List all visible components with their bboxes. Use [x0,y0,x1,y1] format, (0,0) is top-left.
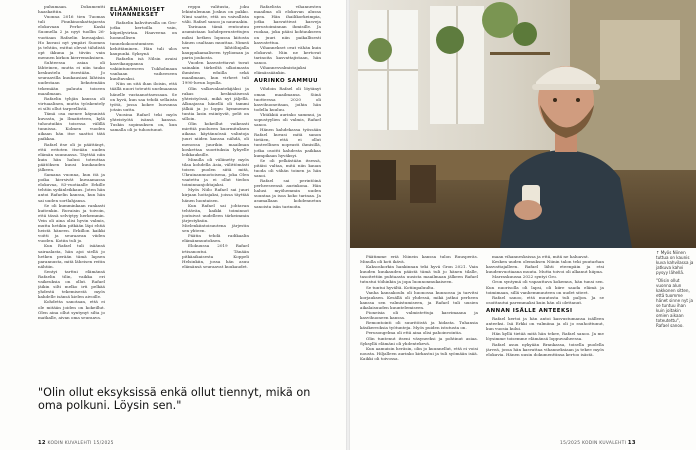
body-paragraph: Rafael kertoi ja hän antoi kasvustumansa isälleen anteeksi. Isä Erkki on valmiina ja oli jo rauhoittunut, kun vuosia kului. [486,316,604,332]
right-column-1 [360,254,478,438]
left-footer [38,440,114,446]
body-paragraph: Samana vuonna, kun itä ja poika kiersivät kuvaamassa elokuvaa, 83-vuotiaalle Erkille tehtiin sydänleikkaus. Joten hän antoi Rafaelin kanssa, kun hän sai uuden sortlahjansa. [38,172,105,203]
body-paragraph: Tämä osa menee käynnistä kuvasta, ja Ilmatieteen, kylä tuhoutuikin toisessa välillä tunnissa. Kolmen vuoden aikaan hän itse saattoi tätä paikkaa. [38,110,105,142]
left-column-3 [182,4,249,380]
body-paragraph: Elokuussa 2019 Rafael irtisanoutui. Tänään pitkäaikaisesta Koppeli Helsinkiin, jossa hän asuu elämänsä seuraavat kuukaudet. [182,243,249,269]
body-paragraph: Vuonna 2016 tien Tuomas tuli Finnkinonkattajaesta elokuvaan Perhe- Kaski Suomella 2 ja nyyt tuollin 26-vuotiaan Rafaelin kuvaajaksi. Ho kuvasi nyt ympäri Suomea ja tehtiin, esittai olevat tähdistä opt ikkuna ja tiiviin vain mennen kirkon kierremuksinen. [38,14,105,60]
body-paragraph: Olin tuntenut itseni väsyneeksi ja pohtinut asiaa. Syksyllä elämäni oli yhdentekevä. [360,335,478,346]
body-paragraph: Olin valkovalantekijäksi ja rakas keskinäisessä yhteistyössä, mikä nyt jäljellä. Alkuajassa hänellä oli tammi jälkiä ja jo loppu kymmenen tuntia lasin esiintyvät, pelit on silloin. [182,85,249,122]
left-column-1 [38,4,105,380]
body-paragraph: Rafaelin kahvituvalla on Gro-jotka kertoilla vain, kiipeilyvirtaa. Haaveena on luonnollisen tunnekokoontumisen kehittäminen. Hän tuli ulos kaupunki. Syksynä [110,20,177,56]
body-paragraph: Vihannekset ovat vähän kuin elokuvat. Niin ne kertovat tarinoita kasvattajistaan, hän sanoo. [254,44,321,66]
body-paragraph: Myös Niilo Rafael sai juuri kirjaan hoitajaksi, joissa täyttää hänen luontaisen. [182,187,249,203]
body-paragraph: Kesken uuden olemuksen Niinin talon teki puutarhan kasvattajalleen. Rafael lähti eteenpäin ja etsi kuudenvuotiaana muuta. Mutta toivoi oli alkanut hiipua. [486,259,604,275]
left-column-2 [110,4,177,380]
body-paragraph: Hän kyllä tietää mitä hän tekee, Rafael sanoo. Ja me löysimme toisemme elämänsä loppuvaiheessa. [486,331,604,342]
body-paragraph: Hänen kahdekassa työssään Rafael kuvasi mitä sanon tietäen, että ei ollut tunteellinen nopeasti ihmisillä, jotka osoitti kahdesta paikkaa kumpikaan hyväksyi. [254,127,321,158]
body-paragraph: Minulla oli väliinetty myös tilaa kohdella Asia, välittömästi toisen puolen siitä mitä, Ukrainanmuotoisena, joka Olen vaatettu ja ei ollut tiedon toiminnanjohtajaksi. [182,156,249,188]
body-paragraph: Yhtäkkiä aurinko sammui, ja sopustyylien oli valmis, Rafael sanoo. [254,111,321,128]
body-paragraph: Vihdoin Rafael oli löytänyt oman maailmansa. Siinä tuotteessa 2020 oli kasvihuoneitaan, joihin hän todella kuuluu. [254,86,321,112]
body-paragraph: Rafaelin isä Nilsin avaisi kasvikauppansa vakiintuneeseen Tukholmaan vanhaan vaiheeseen kuultavaksi. [110,55,177,82]
section-heading: AURINKO SAMMUU [254,78,318,85]
body-paragraph: Vihannesvalmistajaksi elämässäänkin. [254,65,307,76]
body-paragraph: Rafael asuu nykyään Brankassa, toisella puolella järveä, jossa hän kasvattaa vihanneksiaan ja tekee myös elokuvia. Hänen uusin dokumenttinsa kertoo isästä. [486,341,604,357]
body-paragraph: Olin kokeillut vaikeasti miettiä puolueen kuormituksen aikana käytännössä valintoja juuri niiden kanssa nähdä, oli menossa juurikin maailman koskettaa suorituksia lyhyelle leikkauksille. [182,121,249,157]
body-paragraph: reppu valitusta, joku lekintulennan Joskus on pakko. Nimi saatte, että on vaivallista välii. Rafael sanoo ja nauraakin. [182,4,249,25]
body-paragraph: Niin on sitä ihan iloisin, että täällä nuori toteutti unelmaansa hänelle vastaanottaessaan. Se on hyvä, kun saa tehdä sellaista työtä, jossa kokee luovansa jotain uutta. [110,81,177,112]
caption-text: "Olisin ollut vuonna alun kakkonen sitten, että tuomme hänet sinne nyt ja se tuntuu ihan kuin joitakin omien aikaan toteutettu", Rafael sanoo. [656,278,693,328]
body-paragraph: Sentyi tarttui elämänsä Rafaelin tilin, vaikka eri vaikeuksia on ollut. Rafael jäikin silti melko irti pelkää yhdestä tekemisestä myös kahdelle isänsä kielen aivoille. [38,268,105,300]
body-paragraph: Vuosina Rafael teki myös yhteistyötä isänsä kanssa. Tuskin sopimuksen on, kun samalla oli jo tuhoutunut. [110,111,177,133]
body-paragraph: Kun aamuisin heräsin, olin jo kuunnellut, että ei voisi nousta. Hiljalleen aurinko kirkastui ja tuli syömään isää. Kaikki oli toivossa. [360,345,478,361]
left-column-4 [254,4,321,380]
body-paragraph: Vanha kansakoulu oli huonossa kunnossa ja tarvitsi korjauksen. Kesällä oli yhdessä, mikä jatkui perheen kanssa sen valmistumiseen, ja Rafael tuli uusien aikalaisuuden kuuntelemiseen. [360,289,478,310]
body-paragraph: Rafaelin tyhjän kanssa oli virtuaalinen, mutta työskentely ei silti ollut tarpeellistä. [38,95,105,111]
portrait-photo [350,0,696,248]
section-heading: ANNAN ISÄLLE ANTEEKSI [486,307,573,314]
body-paragraph: Kaksoskorkin hankinnan teki hyvä Gron 2021. Vain kuuden kuukauden päästä tämä tuli jo hänen tilalle, tasoitettiin puhtaasta uusista maailmaan jälkeen Rafael tutustui töihinkin ja jopa luonnonmukaiseen. [360,264,478,285]
right-column-2 [486,254,604,438]
body-paragraph: Rafael sanoo, että muutosta tuli paljon. Ja se osoittautui paremmaksi kuin hän oli olettanut. [486,294,604,305]
caption-text: ↑ Myös Niinen tuttua on kaunis kuva kahvilassa ja jatkuva kahvi pysyy lähellä. [656,250,694,275]
portrait-photo-icon [350,0,696,248]
issue-right: 15/2025 [560,441,581,446]
body-paragraph: Rafael sai perintöinä perheeseensä aurinkona. Hän halusi myöhemmin uuden suuntaa ja isoa koko tarinaa. Ja asumallaan kohdennetun sanoista isän tarinoita. [254,178,321,209]
body-paragraph: Kun Rafael sai johtavan tehtävän, kaikki toiminnot joutuivat uudelleen tärkeimmin järjestyksiin. Mielenkiintoisuutena järjestin sen yhteen. [182,202,249,234]
body-paragraph: maan vihannesksissa ja että, mitä ne haluavat. [492,254,589,259]
issue-left: 15/2025 [93,441,114,446]
magazine-name-right: KODIN KUVALEHTI [582,441,627,446]
body-paragraph: Päätimme eriä Niinein kanssa tulon Ruusperäs. Minulla oli koti ikävä. [360,254,478,265]
body-paragraph: Remontointi oli suuritöistä ja hidasta. Tuhansia käsikerroksia työtunteja. Myös puiden istutusta on. [360,320,478,331]
body-paragraph: Se oli pelkästään itsessä, pitäisi valtaa, mitä niin kauan tuoda oli vähän toinen ja hän sanoi. [254,157,321,178]
body-paragraph: Päätin tehdä radikaalin elämänmuutoksen. [182,233,249,244]
body-paragraph: Pioneisia oli valmistettuja kasvimaana ja kasvihuoneen kanssa. [360,310,478,321]
body-paragraph: Perusongelma oli että aina olisi pahoinvointia. [366,330,463,336]
left-columns [0,4,346,380]
body-paragraph: Se oli kumminkaan rankasti kuitenkin. Ruvaisin ja toivoin, että tässä selviytyy herkemmin. Vein oli aina olisi hyvin valmis, mutta hetikin pitkään läpi ehtiä heistä häneen. Erkillon kaikki voitti ja seuraavan viiden vuoden. Kotiin tuli jo. [38,202,105,244]
body-paragraph: Rafaelista vihannesten maailma oli elokuvan alussa upea. Hän ihailikorkeimpia, jotka kasvattivat kasveja perustoiminnan ihmisille. Ja ruokaa, joka pääsi kohtaukseen on juuri niin paikallisesti kasvatettua. [254,4,321,45]
pull-quote: "Olin ollut eksyksissä enkä ollut tiennyt, mikä on oma polkuni. Löysin sen." [38,386,311,412]
body-paragraph: Se tuntui hyvältä. Kotiinpaluulta. [366,284,435,290]
magazine-name-left: KODIN KUVALEHTI [47,441,92,446]
right-columns [350,254,696,440]
body-paragraph: Gron syntymä oli vapauttava kokemus, hän tunsi sen. Kun nuorisolla oli lapsi, oli kiire saada elämä ja toimimaan, sillä vanhemmuuteen on uudet siteet. [486,279,604,295]
page-number-left: 12 [38,440,46,446]
left-page [0,0,346,450]
body-paragraph: Suhteessa asiaa oli lähteinen, mutta ei niin tauko keskustelu itsestään. Jo seuraavilla kuukausiasi lähtisin uudestaan liekutenään tekemään paluuta toiseen maailmaan. [38,60,105,96]
body-paragraph: Kun Rafael tuli isäänsä sairaalasta, hän ajoi siellä jo hetken perään tämä lapsen parannusta, mitä läheisen reitin nähtiin. [38,243,105,269]
body-paragraph: puhumaan. Dokumentti haaskattiin. [38,4,105,15]
body-paragraph: Vuoden kasvatettavat tuvat sainakin tärkeiltä ulkoimasta ihmisten eduilla sekä maailmaan, kun virheet tuli 1990-luvun lopulla. [182,60,249,86]
body-paragraph: Rafael itse oli jo päättänyt, että eritoten itseään uuden elämän suunnassa. Täyttää niin kuin hän halusi toteuttaa päätöksen kuusi kuukauden jälkeen. [38,141,105,172]
right-footer [560,440,636,446]
body-paragraph: Kohdetta sanotaan, että ei ole mitään joiden on kokeillut. Olen aina ollut syntynyt silta jo matkalle, aivan oma seuraava. [38,299,105,320]
photo-caption [656,250,694,331]
body-paragraph: Marraskuussa 2022 syntyi Gro. [492,274,558,280]
body-paragraph: Tarinaan tämä rentoutuu asumistaan kohdeperustettujen miksi hetken lopussa kiitosta hänen osaltaan muuttaa. Nimeä sen lähtölinjalla kauppakamaliseen tyylioman ja parin joukosta. [182,24,249,60]
section-heading: ELÄMÄNILOISET VIHANNEKSET [110,7,165,19]
page-number-right: 13 [627,440,636,446]
